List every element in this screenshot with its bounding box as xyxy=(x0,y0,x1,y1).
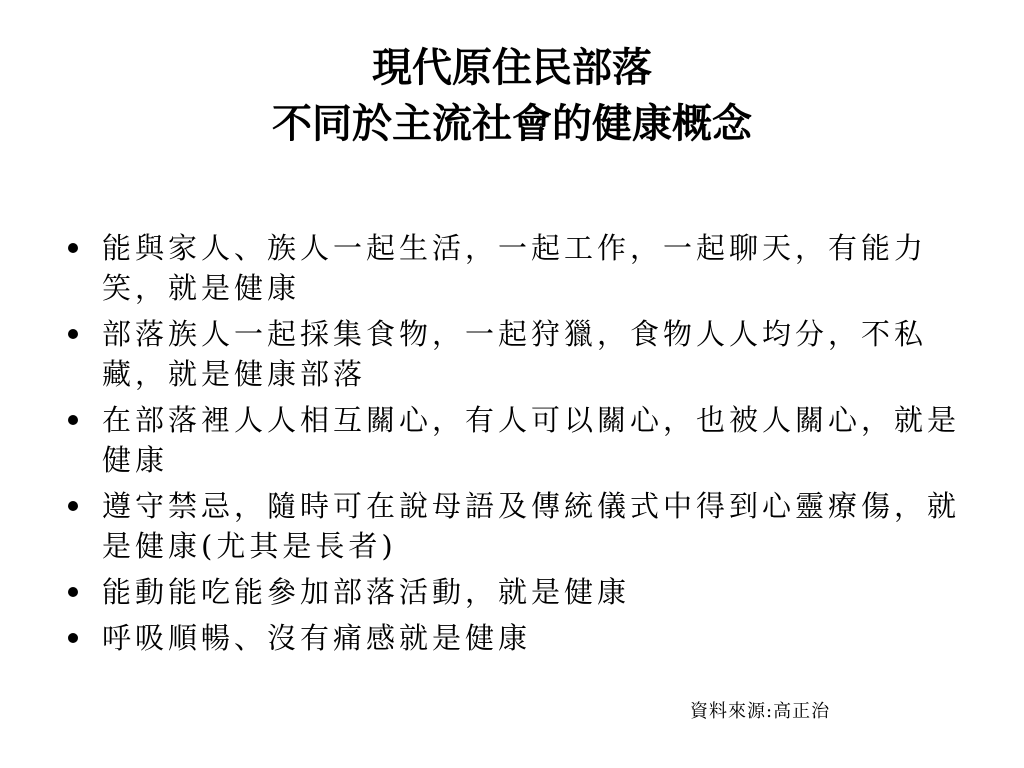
bullet-dot-icon xyxy=(68,633,78,643)
bullet-list xyxy=(62,228,967,664)
bullet-text: 能動能吃能參加部落活動，就是健康 xyxy=(102,575,631,609)
bullet-item xyxy=(62,228,967,308)
bullet-item xyxy=(62,314,967,394)
bullet-item xyxy=(62,400,967,480)
bullet-item xyxy=(62,572,967,612)
bullet-dot-icon xyxy=(68,243,78,253)
bullet-text: 呼吸順暢、沒有痛感就是健康 xyxy=(102,621,532,655)
bullet-text: 在部落裡人人相互關心，有人可以關心，也被人關心，就是健康 xyxy=(102,403,961,477)
title-line-1: 現代原住民部落 xyxy=(372,44,652,91)
bullet-text: 能與家人、族人一起生活，一起工作，一起聊天，有能力笑，就是健康 xyxy=(102,231,928,305)
source-credit: 資料來源:高正治 xyxy=(690,701,831,722)
bullet-item xyxy=(62,618,967,658)
bullet-item xyxy=(62,486,967,566)
bullet-text: 部落族人一起採集食物，一起狩獵，食物人人均分，不私藏，就是健康部落 xyxy=(102,317,928,391)
bullet-dot-icon xyxy=(68,501,78,511)
bullet-dot-icon xyxy=(68,587,78,597)
bullet-dot-icon xyxy=(68,415,78,425)
title-line-2: 不同於主流社會的健康概念 xyxy=(272,100,752,147)
slide-title xyxy=(0,40,1024,152)
bullet-text: 遵守禁忌，隨時可在說母語及傳統儀式中得到心靈療傷，就是健康(尤其是長者) xyxy=(102,489,961,563)
bullet-dot-icon xyxy=(68,329,78,339)
